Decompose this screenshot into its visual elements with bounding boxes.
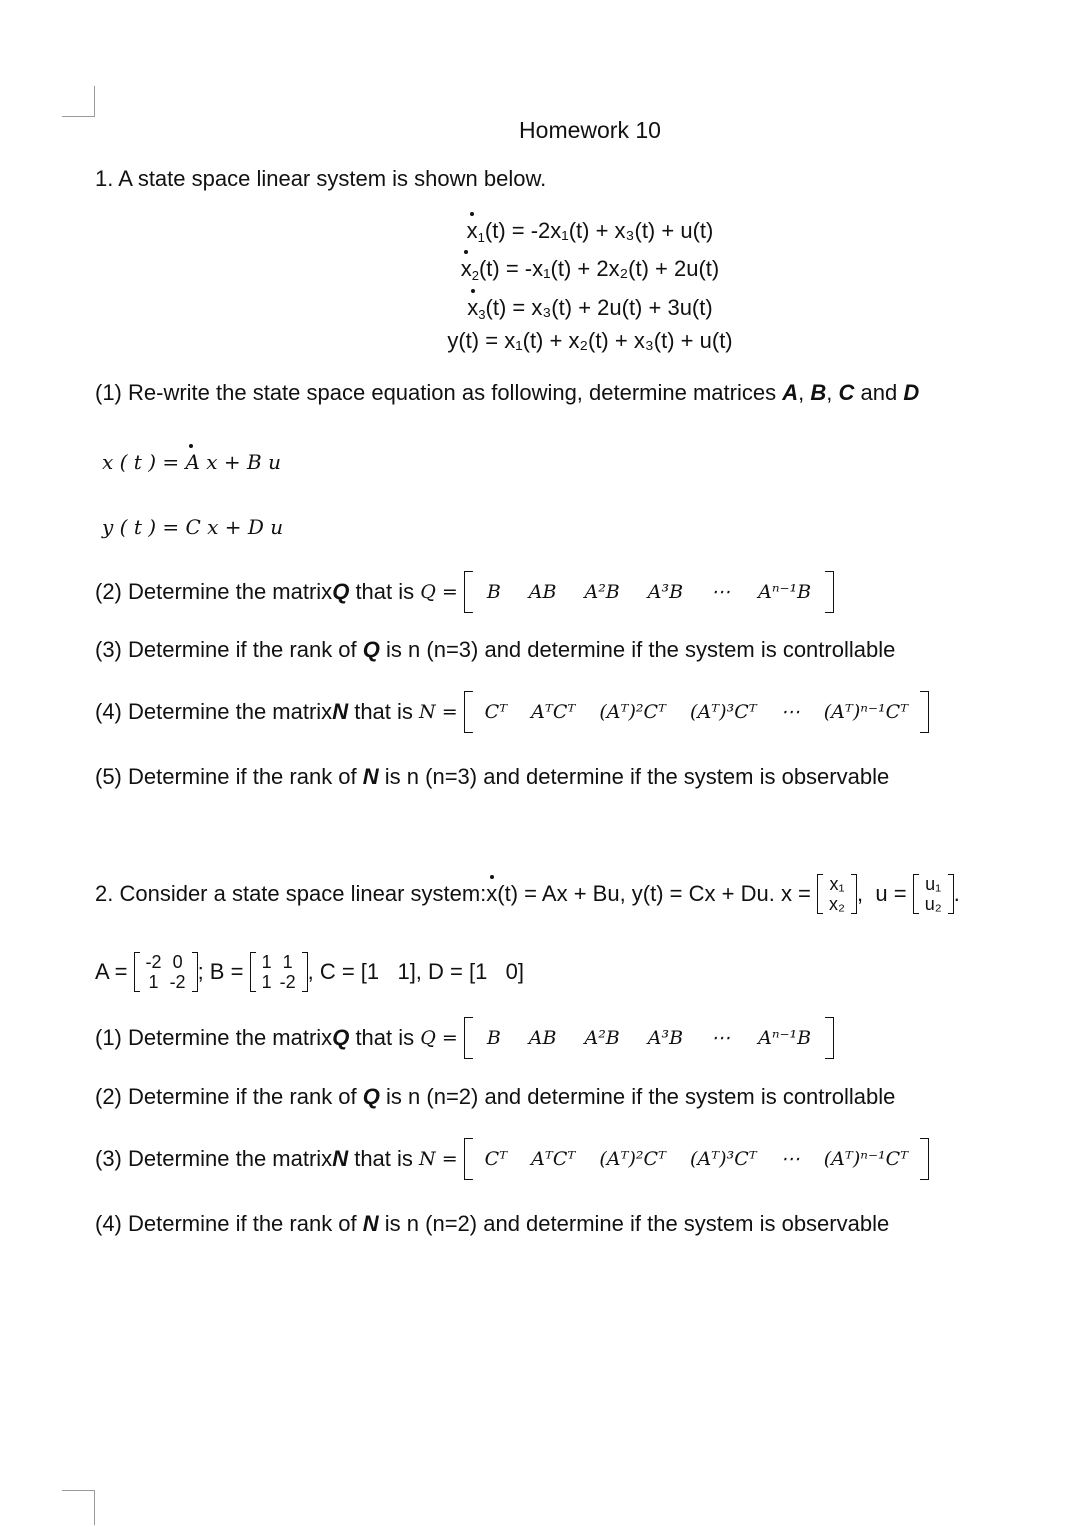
q1-part3-post: is n (n=3) and determine if the system is controllable bbox=[386, 637, 896, 662]
var-A: A bbox=[782, 380, 799, 405]
q-item: B bbox=[486, 1027, 501, 1049]
n-item: AᵀCᵀ bbox=[531, 701, 576, 723]
n-matrix-open-bracket bbox=[464, 691, 473, 733]
q-matrix-open-bracket bbox=[464, 571, 473, 613]
var-N: N bbox=[332, 1146, 349, 1171]
var-B: B bbox=[810, 380, 827, 405]
n-item: (Aᵀ)³Cᵀ bbox=[690, 701, 757, 723]
var-C: C bbox=[838, 380, 855, 405]
page-title: Homework 10 bbox=[519, 117, 661, 143]
q1-eq1-lhs: x bbox=[466, 218, 478, 243]
q1-part3-text: (3) Determine if the rank of bbox=[95, 637, 363, 662]
q-item: AB bbox=[528, 581, 557, 603]
var-Q: Q bbox=[332, 1025, 350, 1050]
q1-part3 bbox=[95, 637, 895, 663]
state-equation-text: x ( t ) = A x + B u bbox=[102, 450, 281, 474]
var-N: N bbox=[332, 699, 349, 724]
x-vector-entry: x₂ bbox=[829, 894, 846, 914]
q-matrix-lhs: Q = bbox=[420, 581, 458, 603]
q-matrix-close-bracket bbox=[825, 571, 834, 613]
B-matrix bbox=[250, 952, 308, 992]
x-vector bbox=[817, 874, 857, 914]
q2-intro-mid: (t) = Ax + Bu, y(t) = Cx + Du. x = bbox=[497, 881, 811, 906]
q1-intro: 1. A state space linear system is shown below. bbox=[95, 166, 547, 191]
q1-eq2-sub: 2 bbox=[471, 268, 479, 283]
q2-part2-post: is n (n=2) and determine if the system is controllable bbox=[386, 1084, 896, 1109]
q2-part1-text: (1) Determine the matrix bbox=[95, 1025, 333, 1050]
var-Q: Q bbox=[362, 637, 380, 662]
q1-part2-text: (2) Determine the matrix bbox=[95, 579, 333, 604]
u-vector-entry: u₁ bbox=[925, 874, 942, 894]
q2-part1-post: that is bbox=[355, 1025, 415, 1050]
q2-intro-text: 2. Consider a state space linear system: bbox=[95, 881, 487, 906]
state-equation bbox=[102, 450, 281, 474]
q1-part4-text: (4) Determine the matrix bbox=[95, 699, 333, 724]
q-item: A²B bbox=[584, 1027, 620, 1049]
q1-eq3-rhs: (t) = x₃(t) + 2u(t) + 3u(t) bbox=[485, 295, 713, 320]
q2-intro-xdot: x bbox=[486, 881, 498, 906]
q-item: ⋯ bbox=[711, 581, 731, 603]
q1-part2-post: that is bbox=[355, 579, 415, 604]
q-matrix-1 bbox=[473, 581, 825, 603]
q1-eq4-rhs: y(t) = x₁(t) + x₂(t) + x₃(t) + u(t) bbox=[447, 328, 733, 353]
A-entry: -2 bbox=[145, 952, 162, 972]
q1-equation-output bbox=[0, 328, 1080, 354]
n-item: (Aᵀ)ⁿ⁻¹Cᵀ bbox=[823, 1148, 909, 1170]
q2-part3 bbox=[95, 1137, 929, 1181]
n-item: AᵀCᵀ bbox=[531, 1148, 576, 1170]
q-matrix-close-bracket bbox=[825, 1017, 834, 1059]
q2-part2 bbox=[95, 1084, 895, 1110]
q-item: A³B bbox=[647, 1027, 684, 1049]
n-item: ⋯ bbox=[780, 701, 800, 723]
q-item: A²B bbox=[584, 581, 620, 603]
n-matrix-lhs: N = bbox=[419, 1148, 458, 1170]
var-D: D bbox=[903, 380, 920, 405]
u-vector-entry: u₂ bbox=[924, 894, 942, 914]
u-vector bbox=[913, 874, 954, 914]
A-entry: 0 bbox=[172, 952, 183, 972]
output-equation: y ( t ) = C x + D u bbox=[102, 515, 284, 539]
q1-equation-3 bbox=[0, 295, 1080, 322]
q1-part4 bbox=[95, 690, 929, 734]
n-item: (Aᵀ)²Cᵀ bbox=[599, 701, 667, 723]
B-entry: 1 bbox=[261, 972, 272, 992]
n-item: (Aᵀ)³Cᵀ bbox=[690, 1148, 757, 1170]
n-item: (Aᵀ)²Cᵀ bbox=[599, 1148, 667, 1170]
n-item: Cᵀ bbox=[484, 701, 508, 723]
B-entry: 1 bbox=[261, 952, 272, 972]
var-N: N bbox=[362, 764, 379, 789]
var-Q: Q bbox=[332, 579, 350, 604]
q-item: B bbox=[486, 581, 501, 603]
q2-part4-post: is n (n=2) and determine if the system is observable bbox=[384, 1211, 890, 1236]
q1-part1-text: (1) Re-write the state space equation as following, determine matrices bbox=[95, 380, 783, 405]
n-item: ⋯ bbox=[780, 1148, 800, 1170]
q-matrix-2 bbox=[473, 1027, 825, 1049]
q1-equation-2 bbox=[0, 256, 1080, 283]
A-label: A = bbox=[95, 959, 128, 984]
q2-part4 bbox=[95, 1211, 889, 1237]
B-label: ; B = bbox=[197, 959, 244, 984]
q1-equation-1 bbox=[0, 218, 1080, 245]
B-entry: -2 bbox=[279, 972, 296, 992]
q-item: Aⁿ⁻¹B bbox=[758, 581, 812, 603]
q2-part1 bbox=[95, 1016, 834, 1060]
n-matrix-close-bracket bbox=[920, 1138, 929, 1180]
q1-part1-and: and bbox=[860, 380, 898, 405]
q-item: Aⁿ⁻¹B bbox=[758, 1027, 812, 1049]
q1-eq1-sub: 1 bbox=[477, 230, 485, 245]
B-entry: 1 bbox=[282, 952, 293, 972]
q1-part2 bbox=[95, 570, 834, 614]
q2-matrices bbox=[95, 946, 524, 998]
n-matrix-open-bracket bbox=[464, 1138, 473, 1180]
n-matrix-lhs: N = bbox=[419, 701, 458, 723]
q2-part4-text: (4) Determine if the rank of bbox=[95, 1211, 363, 1236]
q-item: ⋯ bbox=[711, 1027, 731, 1049]
n-item: (Aᵀ)ⁿ⁻¹Cᵀ bbox=[823, 701, 909, 723]
A-entry: 1 bbox=[148, 972, 159, 992]
x-vector-entry: x₁ bbox=[829, 874, 845, 894]
n-item: Cᵀ bbox=[484, 1148, 508, 1170]
q1-part4-post: that is bbox=[354, 699, 413, 724]
q1-eq3-lhs: x bbox=[467, 295, 479, 320]
q2-part3-text: (3) Determine the matrix bbox=[95, 1146, 333, 1171]
q2-intro: 2. Consider a state space linear system: x (t) = Ax + Bu, y(t) = Cx + Du. x = x₁ x₂ , u = u₁ u₂ . bbox=[95, 874, 960, 914]
q1-eq3-sub: 3 bbox=[478, 307, 486, 322]
q2-part2-text: (2) Determine if the rank of bbox=[95, 1084, 363, 1109]
n-matrix-close-bracket bbox=[920, 691, 929, 733]
A-matrix bbox=[134, 952, 198, 992]
u-label: u = bbox=[875, 881, 907, 906]
q1-eq1-rhs: (t) = -2x₁(t) + x₃(t) + u(t) bbox=[484, 218, 714, 243]
q2-part3-post: that is bbox=[354, 1146, 413, 1171]
q1-eq2-lhs: x bbox=[460, 256, 472, 281]
q-matrix-open-bracket bbox=[464, 1017, 473, 1059]
var-Q: Q bbox=[362, 1084, 380, 1109]
q-item: AB bbox=[528, 1027, 557, 1049]
A-entry: -2 bbox=[169, 972, 186, 992]
q1-eq2-rhs: (t) = -x₁(t) + 2x₂(t) + 2u(t) bbox=[478, 256, 720, 281]
q1-part5-text: (5) Determine if the rank of bbox=[95, 764, 363, 789]
page-corner-bottom-left bbox=[62, 1490, 95, 1525]
page-corner-top-left bbox=[62, 86, 95, 117]
n-matrix-2 bbox=[473, 1148, 920, 1170]
q1-part5 bbox=[95, 764, 889, 790]
q-item: A³B bbox=[647, 581, 684, 603]
q-matrix-lhs: Q = bbox=[420, 1027, 458, 1049]
var-N: N bbox=[362, 1211, 379, 1236]
n-matrix-1 bbox=[473, 701, 920, 723]
C-D-matrices: , C = [1 1], D = [1 0] bbox=[307, 959, 525, 984]
q1-part5-post: is n (n=3) and determine if the system is observable bbox=[384, 764, 890, 789]
q1-part1: (1) Re-write the state space equation as following, determine matrices A, B, C and D bbox=[95, 380, 920, 405]
